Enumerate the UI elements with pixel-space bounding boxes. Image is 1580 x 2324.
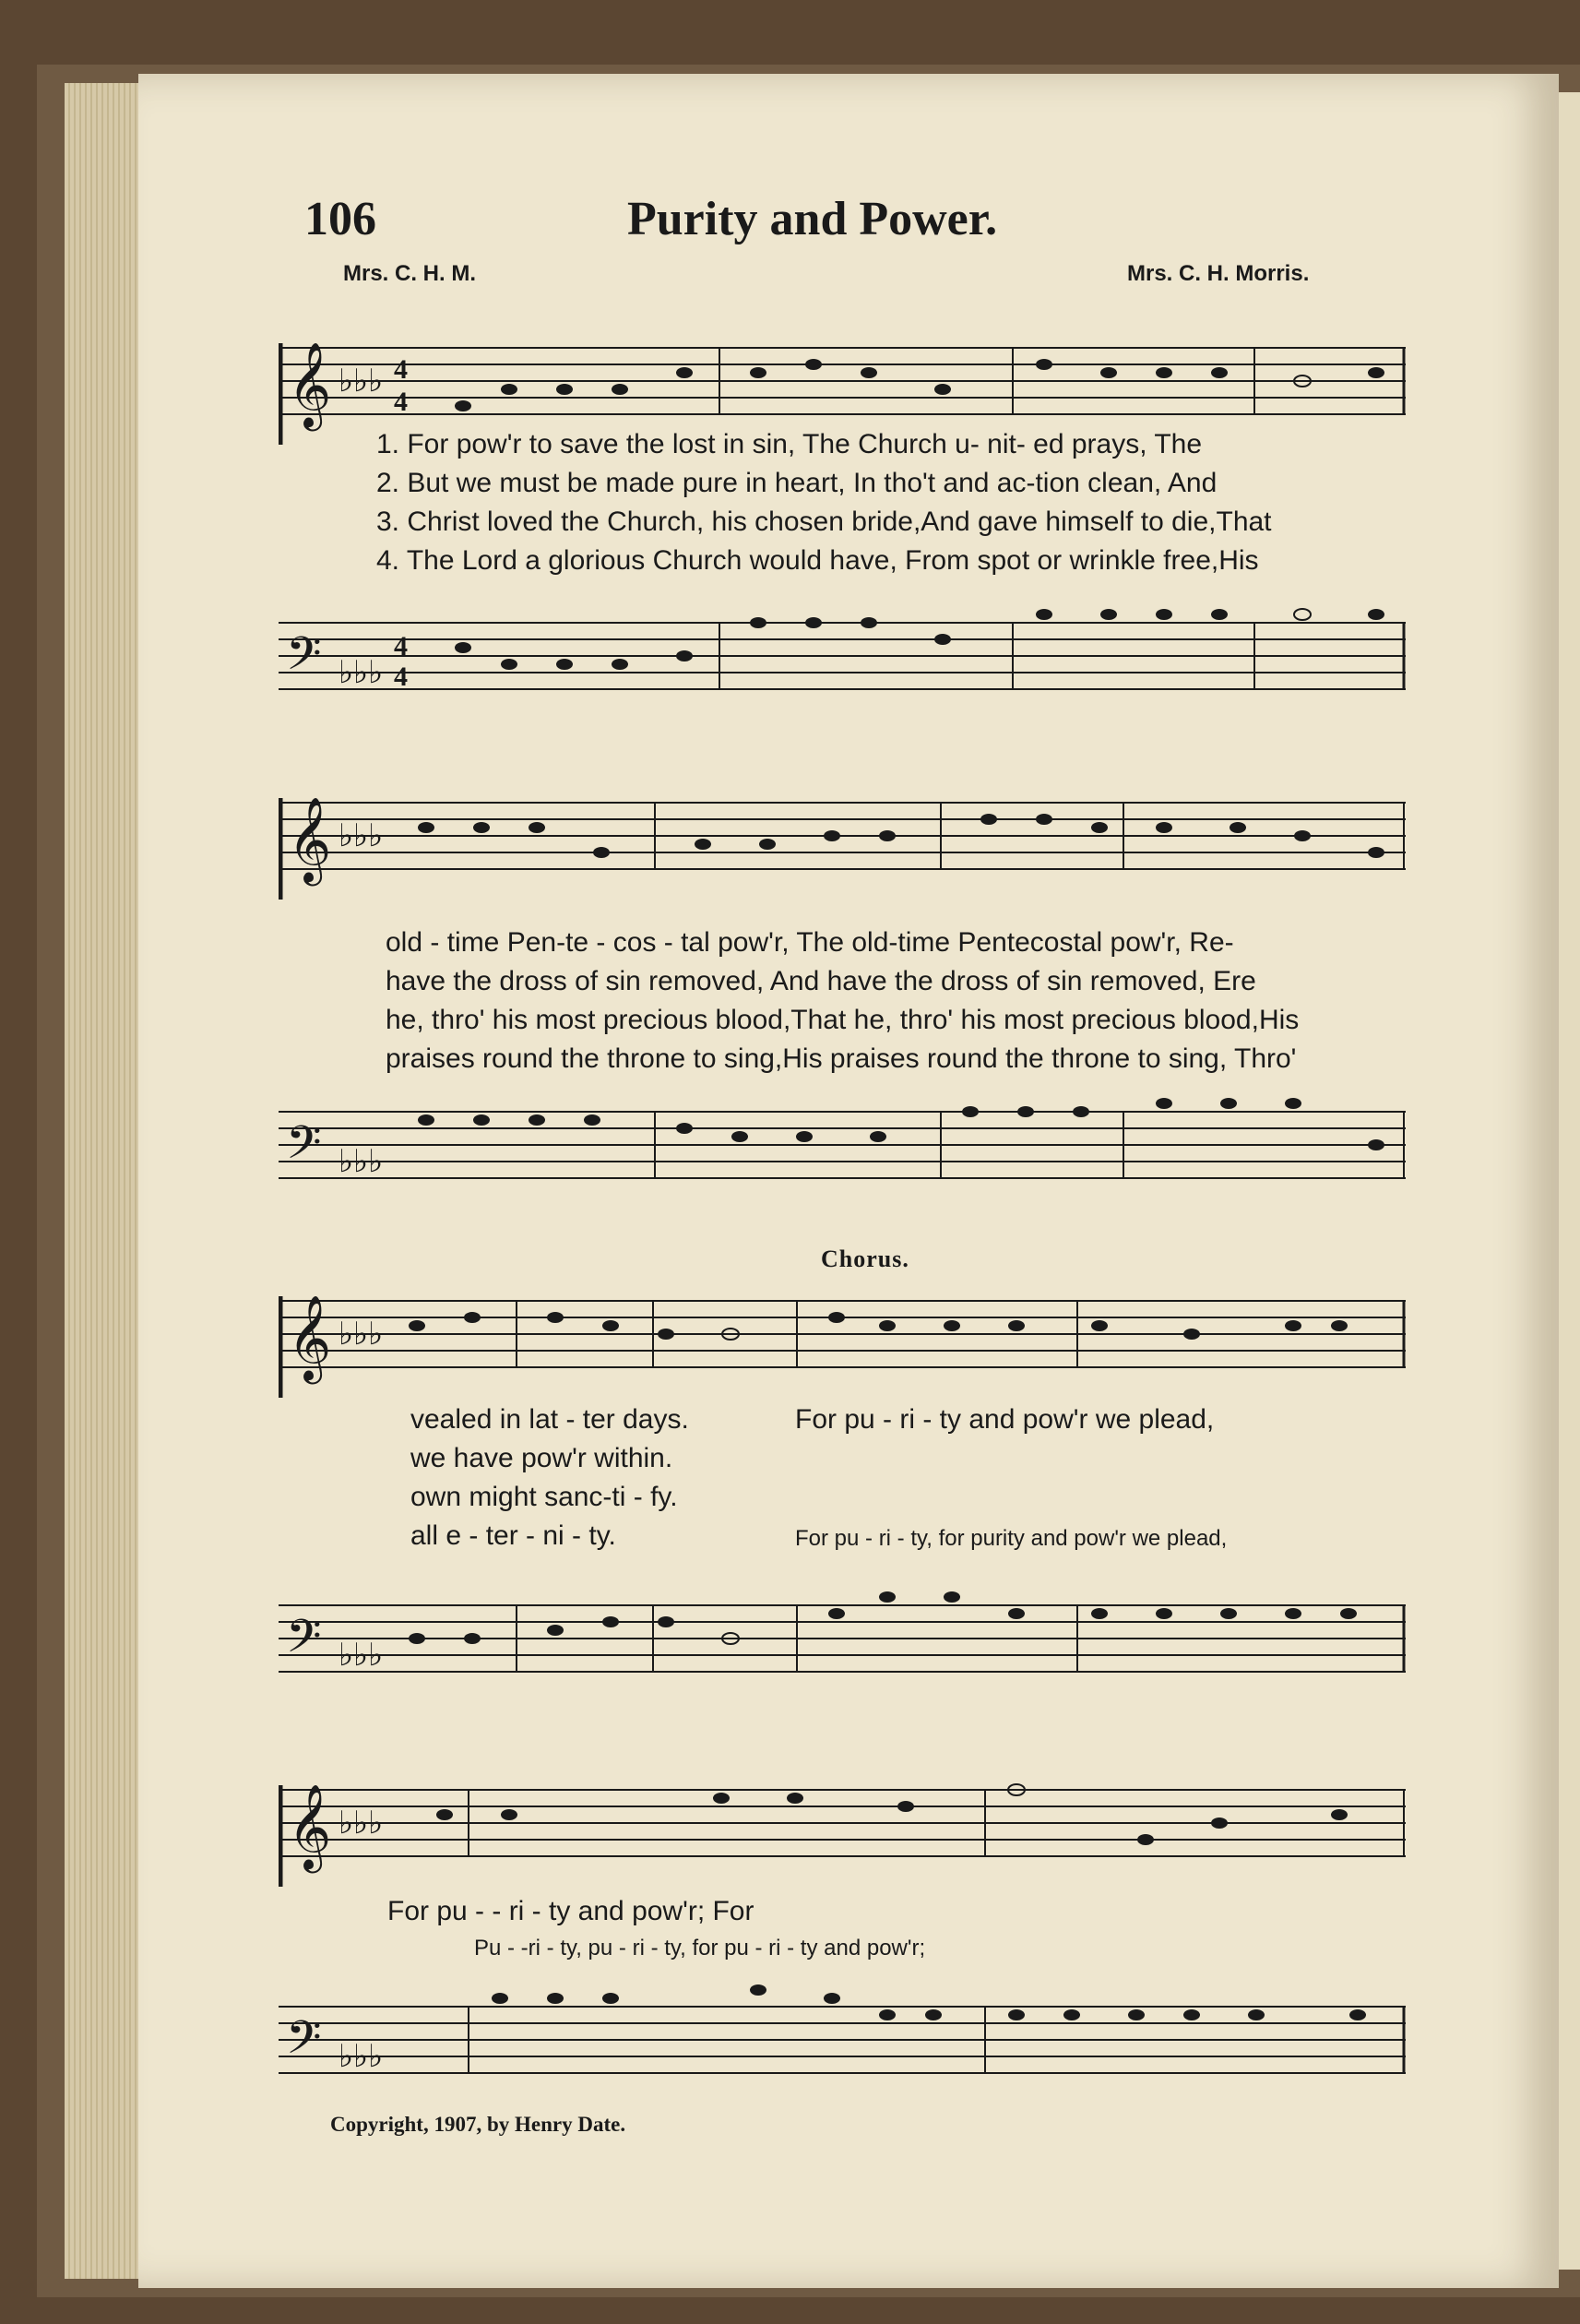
chorus-lyric-2: For pu - - ri - ty and pow'r; For (387, 1896, 754, 1926)
verse-3-line-1: 3. Christ loved the Church, his chosen bride,And gave himself to die,That (376, 507, 1272, 537)
verse-3-line-3: own might sanc-ti - fy. (410, 1482, 678, 1512)
svg-text:𝄞: 𝄞 (288, 1787, 332, 1868)
chorus-heading: Chorus. (821, 1245, 909, 1272)
verse-4-line-2: praises round the throne to sing,His praises round the throne to sing, Thro' (386, 1043, 1297, 1074)
treble-staff-1 (279, 325, 1406, 445)
verse-2-line-2: have the dross of sin removed, And have the dross of sin removed, Ere (386, 966, 1256, 996)
bass-staff-3 (279, 1582, 1406, 1711)
chorus-bass-lyric-1: For pu - ri - ty, for purity and pow'r we plead, (795, 1526, 1228, 1551)
bass-staff-1 (279, 581, 1406, 710)
svg-text:4: 4 (394, 661, 408, 692)
chorus-bass-lyric-2: Pu - -ri - ty, pu - ri - ty, for pu - ri - ty and pow'r; (474, 1936, 926, 1961)
svg-text:4: 4 (394, 387, 408, 417)
verse-1-line-3: vealed in lat - ter days. (410, 1404, 689, 1435)
treble-staff-3 (279, 1278, 1406, 1398)
svg-text:𝄞: 𝄞 (288, 345, 332, 426)
verse-4-line-1: 4. The Lord a glorious Church would have, From spot or wrinkle free,His (376, 545, 1259, 576)
svg-text:♭♭♭: ♭♭♭ (339, 656, 384, 690)
bass-staff-4 (279, 1984, 1406, 2122)
svg-text:𝄢: 𝄢 (286, 629, 322, 690)
verse-4-line-3: all e - ter - ni - ty. (410, 1520, 616, 1551)
svg-text:♭♭♭: ♭♭♭ (339, 1639, 384, 1673)
verse-2-line-3: we have pow'r within. (410, 1443, 673, 1473)
verse-2-line-1: 2. But we must be made pure in heart, In tho't and ac-tion clean, And (376, 468, 1218, 498)
svg-text:♭♭♭: ♭♭♭ (339, 1145, 384, 1179)
svg-text:4: 4 (394, 631, 408, 661)
svg-text:♭♭♭: ♭♭♭ (339, 1806, 384, 1841)
svg-text:♭♭♭: ♭♭♭ (339, 364, 384, 399)
verse-1-line-1: 1. For pow'r to save the lost in sin, The Church u- nit- ed prays, The (376, 429, 1203, 459)
copyright-notice: Copyright, 1907, by Henry Date. (330, 2113, 626, 2136)
music-credit: Mrs. C. H. Morris. (1127, 261, 1310, 286)
hymn-title: Purity and Power. (627, 193, 998, 245)
treble-staff-4 (279, 1767, 1406, 1887)
svg-text:𝄞: 𝄞 (288, 800, 332, 881)
words-credit: Mrs. C. H. M. (343, 261, 477, 286)
svg-text:♭♭♭: ♭♭♭ (339, 2040, 384, 2074)
svg-text:4: 4 (394, 354, 408, 385)
treble-staff-2 (279, 780, 1406, 900)
bass-staff-2 (279, 1089, 1406, 1218)
svg-text:♭♭♭: ♭♭♭ (339, 1317, 384, 1352)
chorus-lyric-1: For pu - ri - ty and pow'r we plead, (795, 1404, 1215, 1435)
svg-text:♭♭♭: ♭♭♭ (339, 819, 384, 853)
svg-text:𝄢: 𝄢 (286, 2013, 322, 2074)
page-number: 106 (304, 193, 376, 245)
page-edges (65, 83, 148, 2279)
svg-text:𝄞: 𝄞 (288, 1298, 332, 1379)
svg-text:𝄢: 𝄢 (286, 1118, 322, 1179)
svg-text:𝄢: 𝄢 (286, 1612, 322, 1673)
verse-3-line-2: he, thro' his most precious blood,That he, thro' his most precious blood,His (386, 1005, 1300, 1035)
verse-1-line-2: old - time Pen-te - cos - tal pow'r, The old-time Pentecostal pow'r, Re- (386, 927, 1234, 958)
